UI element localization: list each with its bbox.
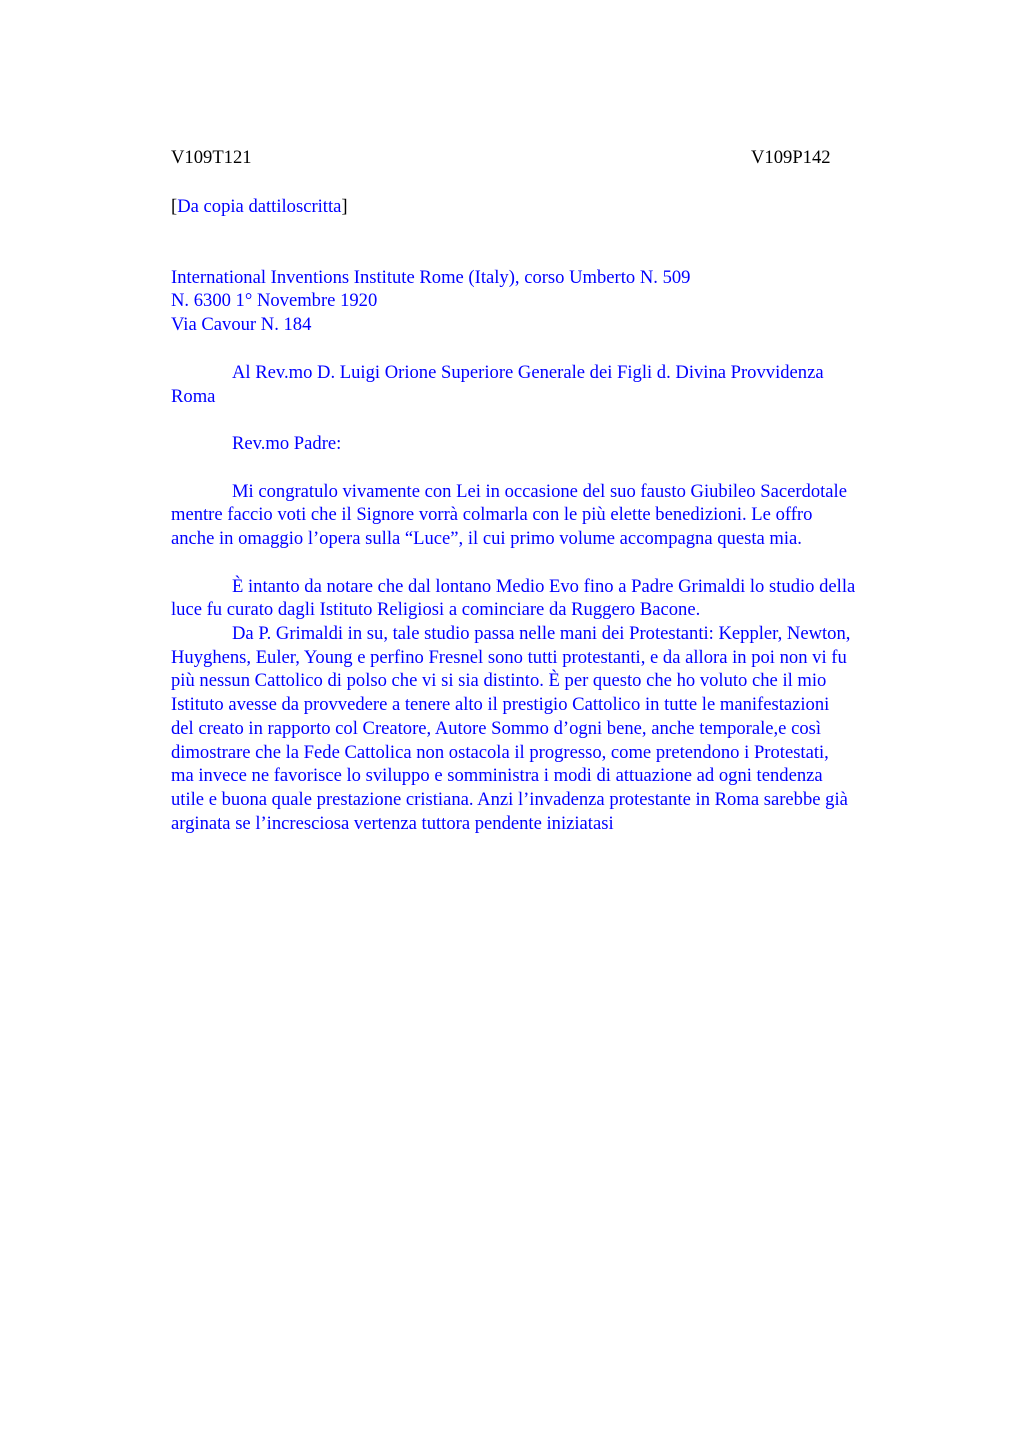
paragraph-3-line: Da P. Grimaldi in su, tale studio passa nelle mani dei Protestanti: Keppler, Newton,: [232, 623, 851, 644]
paragraph-3-line: ma invece ne favorisce lo sviluppo e somministra i modi di attuazione ad ogni tendenza: [171, 765, 823, 786]
addressee-line-1: Al Rev.mo D. Luigi Orione Superiore Generale dei Figli d. Divina Provvidenza: [232, 362, 824, 383]
left-code: V109T121: [171, 147, 252, 168]
source-note-text: Da copia dattiloscritta: [177, 196, 342, 217]
paragraph-1-line: mentre faccio voti che il Signore vorrà colmarla con le più elette benedizioni. Le offro: [171, 504, 813, 525]
letterhead-line-2: N. 6300 1° Novembre 1920: [171, 290, 378, 311]
salutation: Rev.mo Padre:: [232, 433, 342, 454]
addressee-line-2: Roma: [171, 386, 216, 407]
paragraph-3-line: Istituto avesse da provvedere a tenere alto il prestigio Cattolico in tutte le manifestazioni: [171, 694, 830, 715]
paragraph-1-line: Mi congratulo vivamente con Lei in occasione del suo fausto Giubileo Sacerdotale: [232, 481, 847, 502]
letterhead-line-1: International Inventions Institute Rome (Italy), corso Umberto N. 509: [171, 267, 691, 288]
paragraph-3-line: più nessun Cattolico di polso che vi si sia distinto. È per questo che ho voluto che il mio: [171, 670, 827, 691]
paragraph-3-line: del creato in rapporto col Creatore, Autore Sommo d’ogni bene, anche temporale,e così: [171, 718, 822, 739]
paragraph-3-line: arginata se l’incresciosa vertenza tuttora pendente iniziatasi: [171, 813, 614, 834]
letterhead-line-3: Via Cavour N. 184: [171, 314, 312, 335]
paragraph-2-line: È intanto da notare che dal lontano Medio Evo fino a Padre Grimaldi lo studio della: [232, 576, 856, 597]
paragraph-3-line: utile e buona quale prestazione cristiana. Anzi l’invadenza protestante in Roma sarebbe già: [171, 789, 848, 810]
paragraph-1-line: anche in omaggio l’opera sulla “Luce”, il cui primo volume accompagna questa mia.: [171, 528, 802, 549]
paragraph-2-line: luce fu curato dagli Istituto Religiosi a cominciare da Ruggero Bacone.: [171, 599, 701, 620]
right-code: V109P142: [751, 147, 831, 168]
paragraph-3-line: Huyghens, Euler, Young e perfino Fresnel sono tutti protestanti, e da allora in poi non vi fu: [171, 647, 847, 668]
source-note-open-bracket: [: [171, 196, 178, 217]
paragraph-3-line: dimostrare che la Fede Cattolica non ostacola il progresso, come pretendono i Protestati,: [171, 742, 829, 763]
source-note: [171, 195, 348, 218]
source-note-close-bracket: ]: [341, 196, 348, 217]
